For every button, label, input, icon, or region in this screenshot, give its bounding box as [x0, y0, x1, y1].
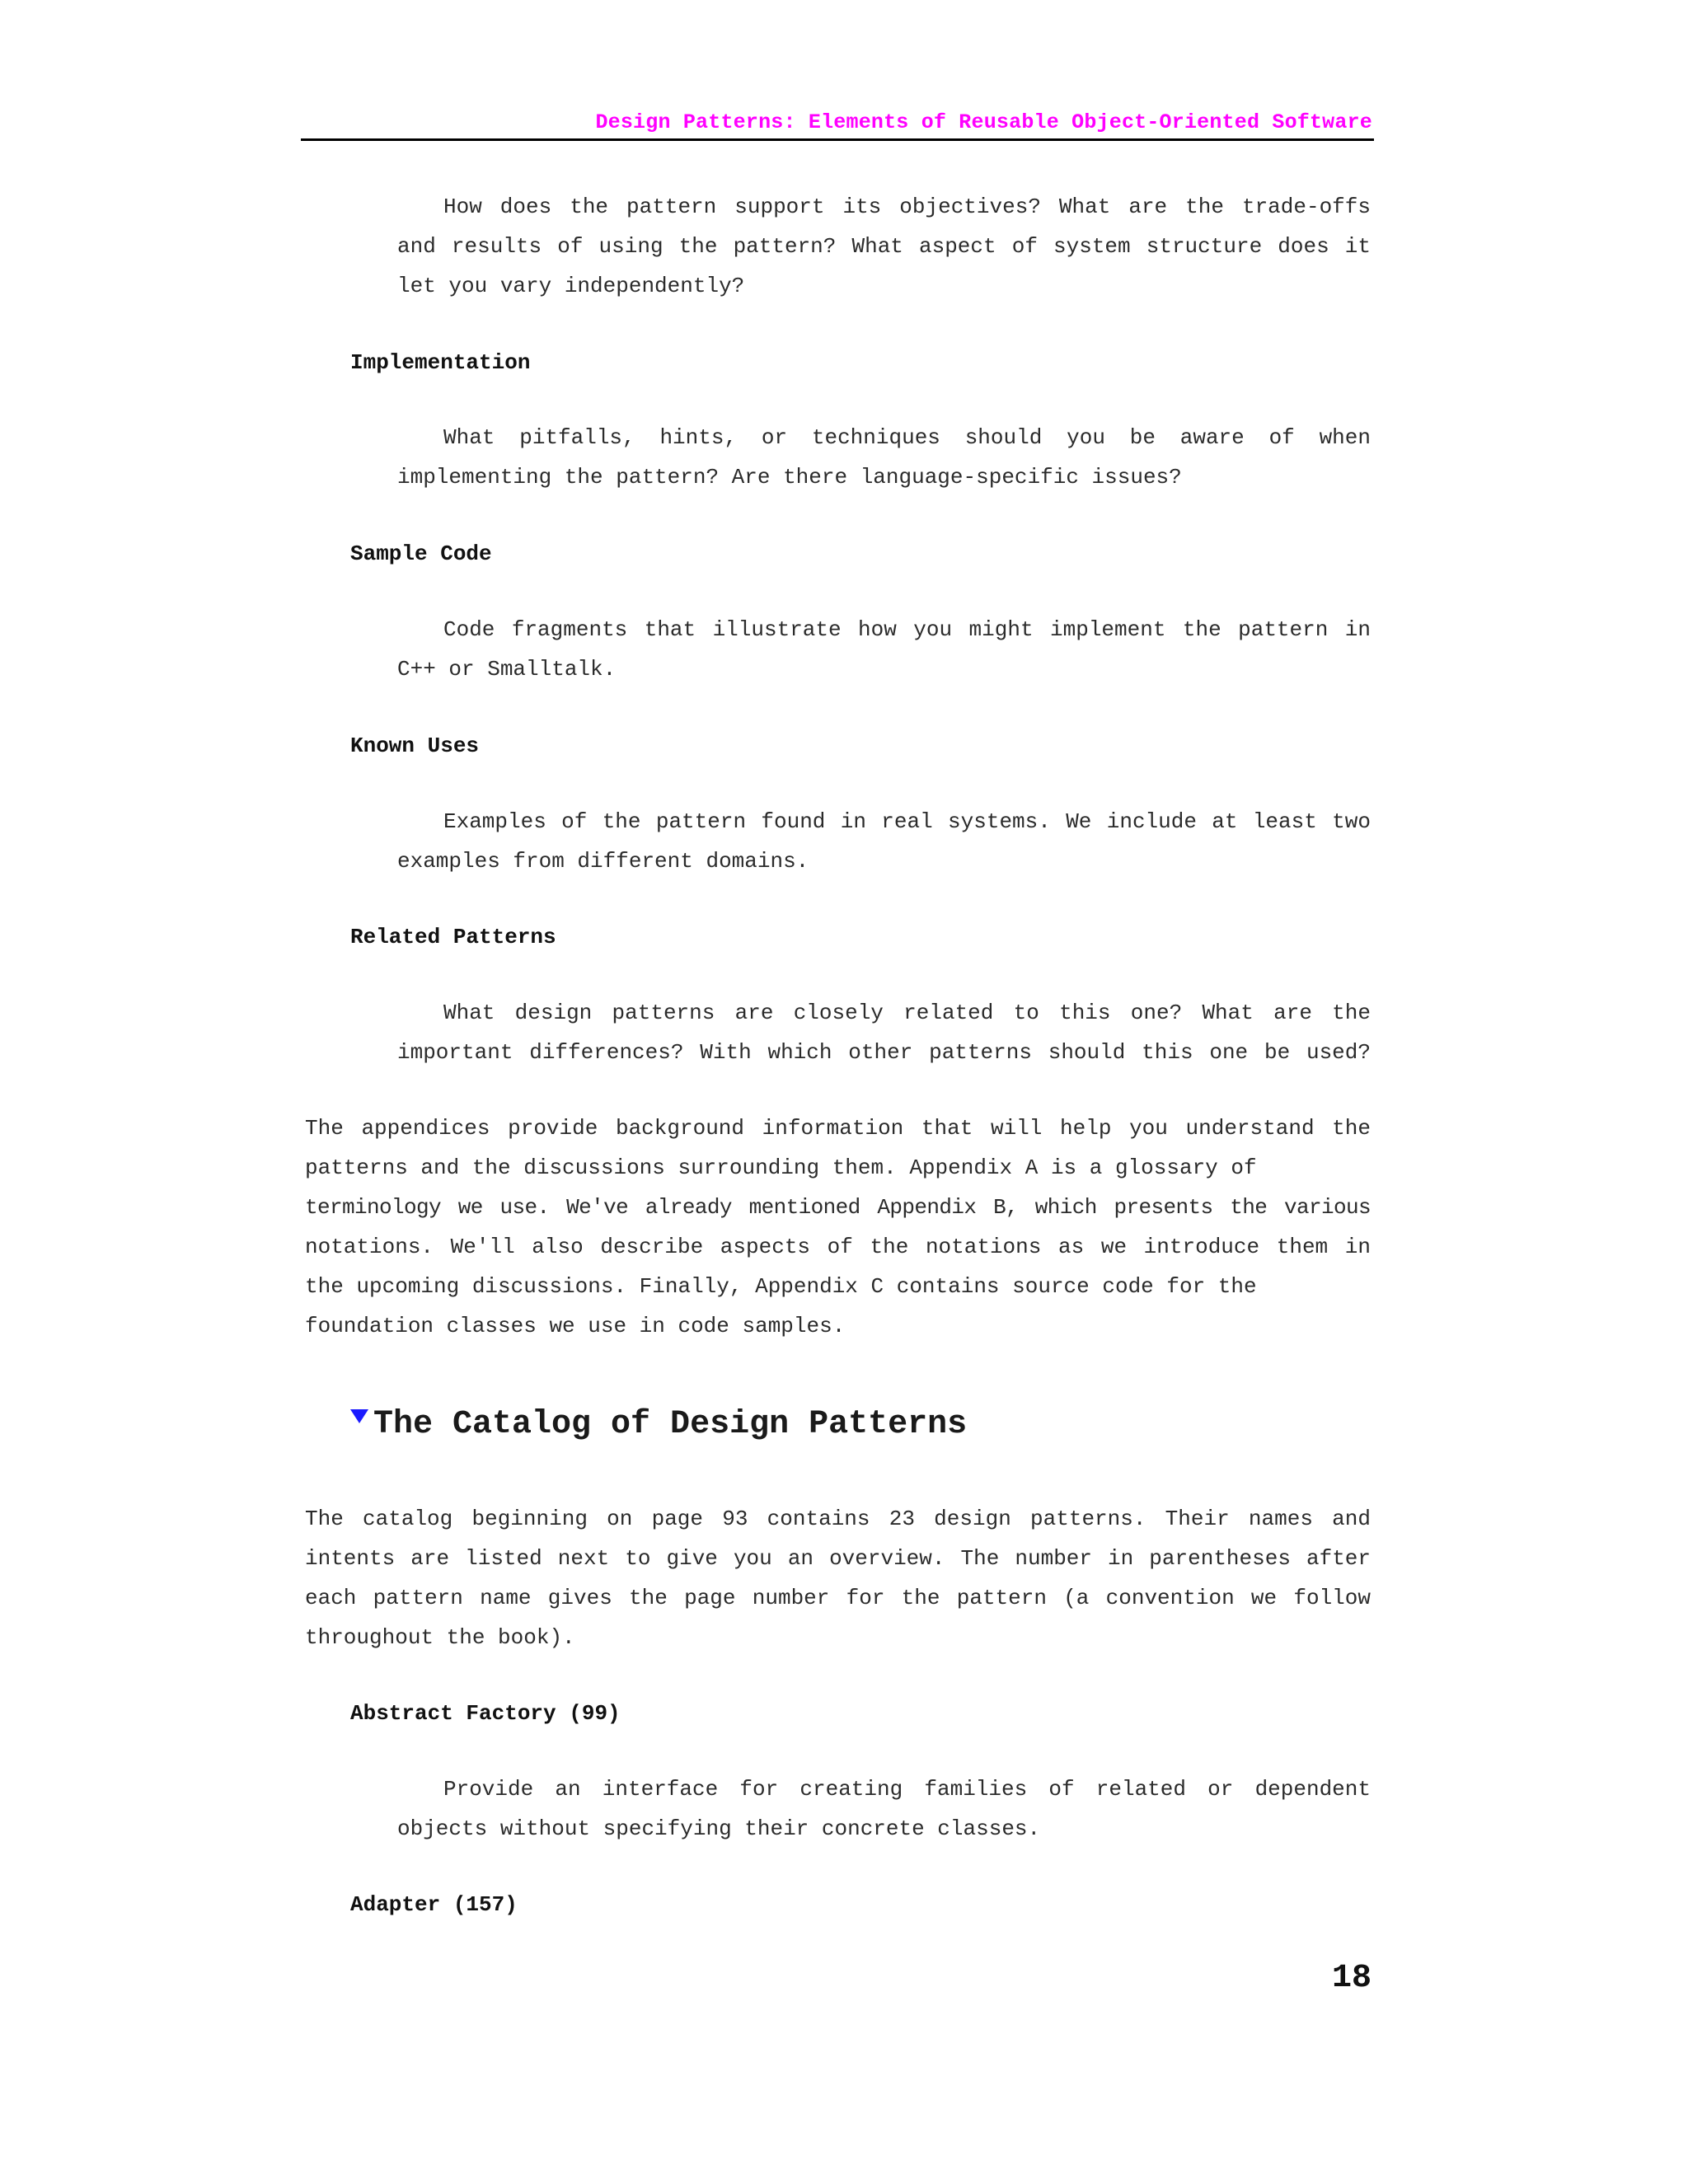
page-number: 18 — [1331, 1960, 1372, 1997]
catalog-intro-line-3: each pattern name gives the page number for the pattern (a convention we follow — [305, 1586, 1371, 1610]
known-uses-heading: Known Uses — [350, 733, 480, 758]
adapter-heading: Adapter (157) — [350, 1892, 518, 1917]
known-uses-line-1: Examples of the pattern found in real systems. We include at least two — [443, 809, 1371, 834]
implementation-line-1: What pitfalls, hints, or techniques should you be aware of when — [443, 425, 1371, 450]
related-patterns-heading: Related Patterns — [350, 925, 556, 949]
appendices-line-6: foundation classes we use in code samples. — [305, 1314, 846, 1338]
bookmark-triangle-icon[interactable] — [350, 1409, 368, 1423]
header-rule — [301, 138, 1374, 141]
abstract-factory-line-2: objects without specifying their concrete classes. — [397, 1816, 1041, 1841]
abstract-factory-line-1: Provide an interface for creating families of related or dependent — [443, 1777, 1371, 1802]
consequences-line-1: How does the pattern support its objectives? What are the trade-offs — [443, 194, 1371, 219]
consequences-line-3: let you vary independently? — [397, 274, 745, 298]
catalog-section-title — [350, 1406, 967, 1443]
appendices-line-5: the upcoming discussions. Finally, Appendix C contains source code for the — [305, 1274, 1257, 1299]
appendices-line-1: The appendices provide background information that will help you understand the — [305, 1116, 1371, 1141]
catalog-intro-line-1: The catalog beginning on page 93 contains 23 design patterns. Their names and — [305, 1507, 1371, 1531]
appendices-line-2: patterns and the discussions surrounding them. Appendix A is a glossary of — [305, 1155, 1257, 1180]
appendices-line-3: terminology we use. We've already mentioned Appendix B, which presents the various — [305, 1195, 1371, 1220]
appendices-line-4: notations. We'll also describe aspects of the notations as we introduce them in — [305, 1235, 1371, 1259]
consequences-line-2: and results of using the pattern? What aspect of system structure does it — [397, 234, 1371, 259]
sample-code-heading: Sample Code — [350, 541, 492, 566]
related-patterns-line-2: important differences? With which other patterns should this one be used? — [397, 1040, 1371, 1065]
sample-code-line-1: Code fragments that illustrate how you might implement the pattern in — [443, 617, 1371, 642]
abstract-factory-heading: Abstract Factory (99) — [350, 1701, 621, 1726]
catalog-intro-line-2: intents are listed next to give you an overview. The number in parentheses after — [305, 1546, 1371, 1571]
related-patterns-line-1: What design patterns are closely related to this one? What are the — [443, 1001, 1371, 1025]
known-uses-line-2: examples from different domains. — [397, 849, 809, 874]
sample-code-line-2: C++ or Smalltalk. — [397, 657, 617, 682]
running-header-title: Design Patterns: Elements of Reusable Object-Oriented Software — [595, 110, 1372, 134]
catalog-section-title-text: The Catalog of Design Patterns — [373, 1406, 968, 1443]
catalog-intro-line-4: throughout the book). — [305, 1625, 575, 1650]
implementation-heading: Implementation — [350, 350, 531, 375]
implementation-line-2: implementing the pattern? Are there language-specific issues? — [397, 465, 1182, 490]
